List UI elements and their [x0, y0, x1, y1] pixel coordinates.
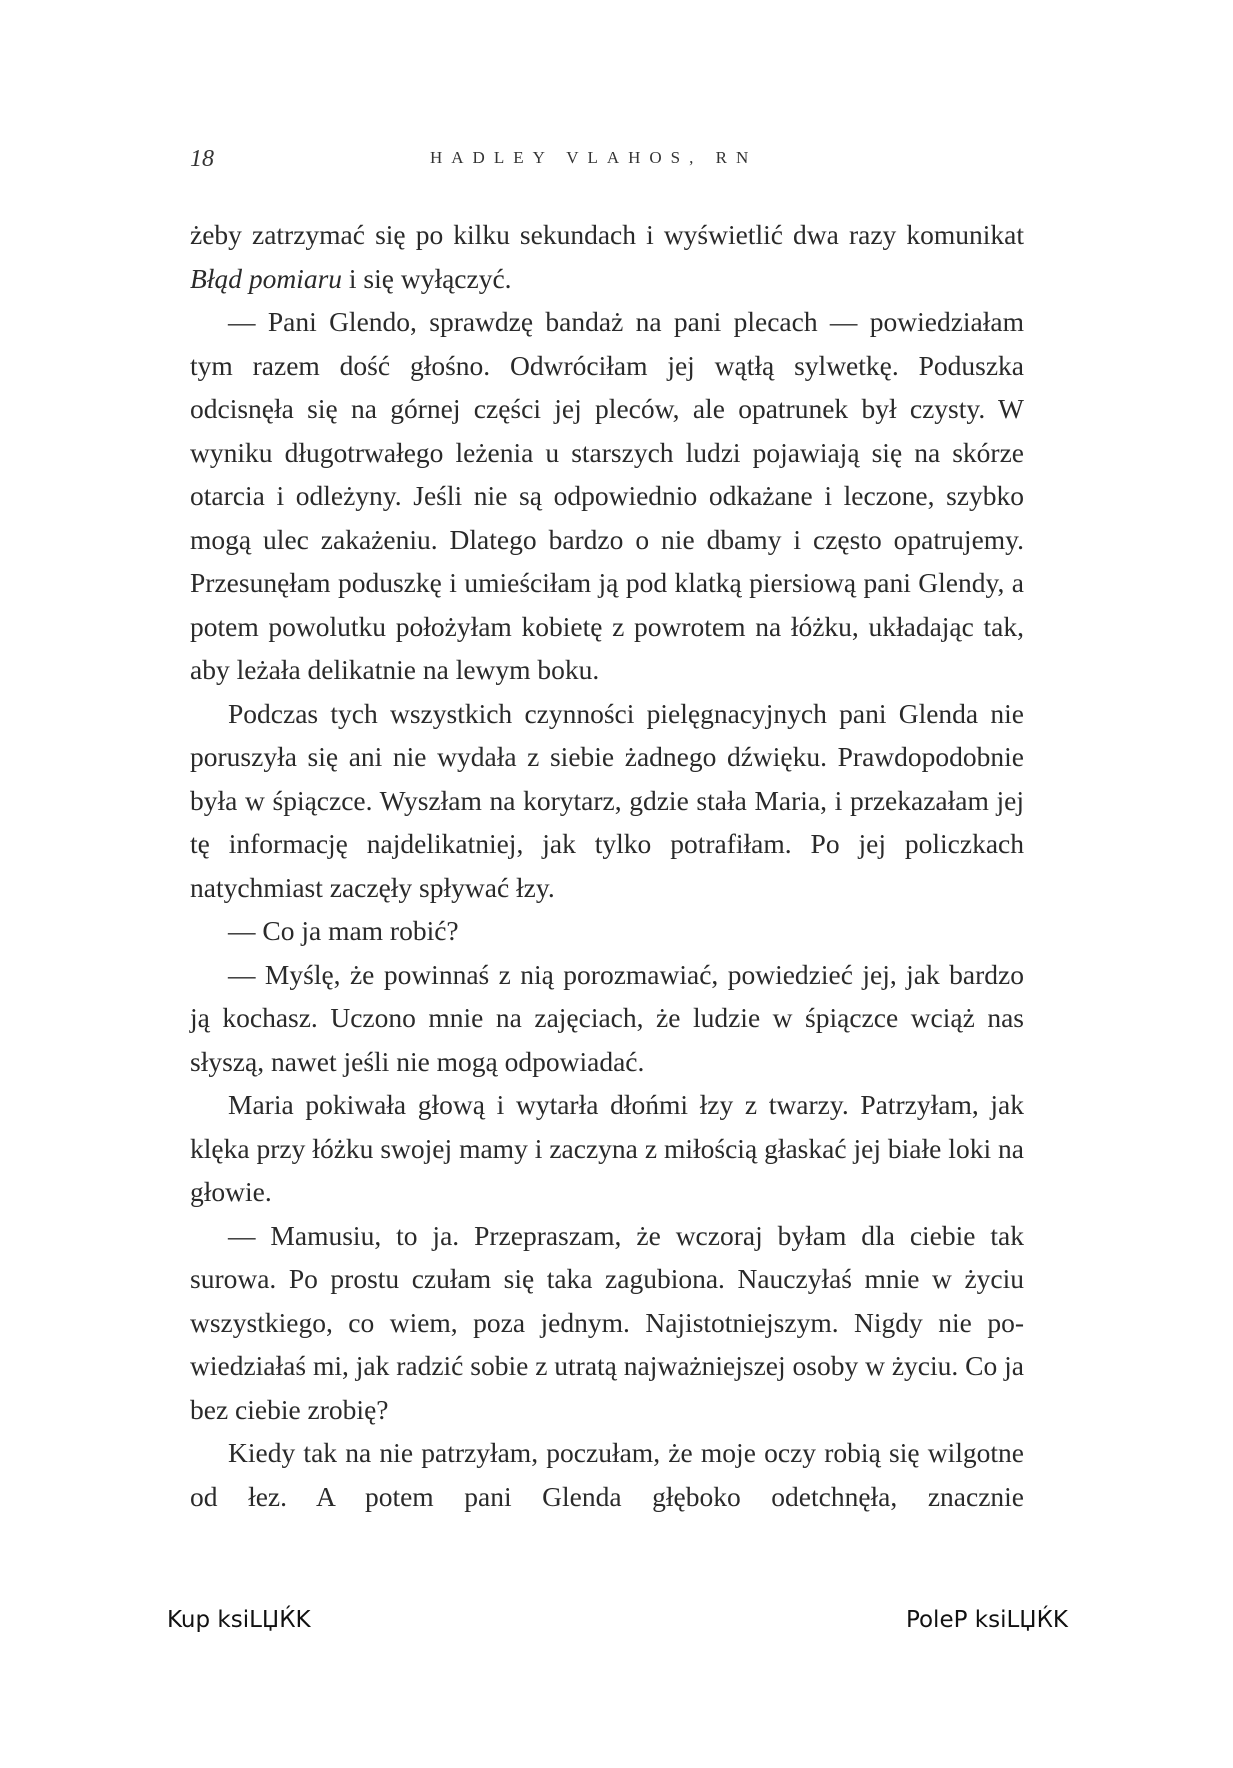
- italic-term: Błąd pomiaru: [190, 262, 343, 294]
- paragraph: Kiedy tak na nie patrzyłam, poczułam, że moje oczy robią się wilgotne od łez. A potem pani Glenda głęboko odetchnęła, znacznie: [190, 1437, 1024, 1512]
- buy-book-link[interactable]: Kup ksiLЏЌK: [167, 1607, 311, 1633]
- text-segment: i się wyłączyć.: [342, 262, 512, 294]
- paragraph: [190, 213, 1024, 300]
- text-segment: żeby zatrzymać się po kilku sekundach i wyświetlić dwa razy komunikat: [190, 219, 1024, 250]
- body-text: [190, 213, 1024, 1518]
- running-head: HADLEY VLAHOS, RN: [430, 148, 758, 167]
- paragraph: Maria pokiwała głową i wytarła dłońmi łzy z twarzy. Patrzyłam, jak klęka przy łóżku swojej mamy i zaczyna z miłością głaskać jej białe loki na głowie.: [190, 1089, 1024, 1207]
- paragraph: — Mamusiu, to ja. Przepraszam, że wczoraj byłam dla ciebie tak surowa. Po prostu czułam się taka zagubiona. Nauczyłaś mnie w życiu wszystkiego, co wiem, poza jednym. Najistotniejszym. Nigdy nie powiedziałaś mi, jak radzić sobie z utratą najważniejszej osoby w życiu. Co ja bez ciebie zrobię?: [190, 1219, 1024, 1425]
- recommend-book-link[interactable]: PoleP ksiLЏЌK: [905, 1607, 1068, 1633]
- page-number: 18: [190, 146, 214, 172]
- paragraph: — Pani Glendo, sprawdzę bandaż na pani plecach — powiedziałam tym razem dość głośno. Odwróciłam jej wątłą sylwetkę. Poduszka odcisnęła się na górnej części jej pleców, ale opatrunek był czysty. W wyniku długotrwałego leżenia u starszych ludzi pojawiają się na skórze otarcia i odleżyny. Jeśli nie są odpowiednio odkażane i leczone, szybko mogą ulec zakażeniu. Dlatego bardzo o nie dbamy i często opatrujemy. Przesunęłam poduszkę i umieściłam ją pod klatką piersiową pani Glendy, a potem powolutku położyłam kobietę z powrotem na łóżku, układając tak, aby leżała delikatnie na lewym boku.: [190, 306, 1024, 685]
- paragraph: — Co ja mam robić?: [228, 915, 459, 946]
- paragraph: Podczas tych wszystkich czynności pielęgnacyjnych pani Glenda nie poruszyła się ani nie wydała z siebie żadnego dźwięku. Prawdopodobnie była w śpiączce. Wyszłam na korytarz, gdzie stała Maria, i przekazałam jej tę informację najdelikatniej, jak tylko potrafiłam. Po jej policzkach natychmiast zaczęły spływać łzy.: [190, 697, 1024, 903]
- paragraph: — Myślę, że powinnaś z nią porozmawiać, powiedzieć jej, jak bardzo ją kochasz. Uczono mnie na zajęciach, że ludzie w śpiączce wciąż nas słyszą, nawet jeśli nie mogą odpowiadać.: [190, 958, 1024, 1077]
